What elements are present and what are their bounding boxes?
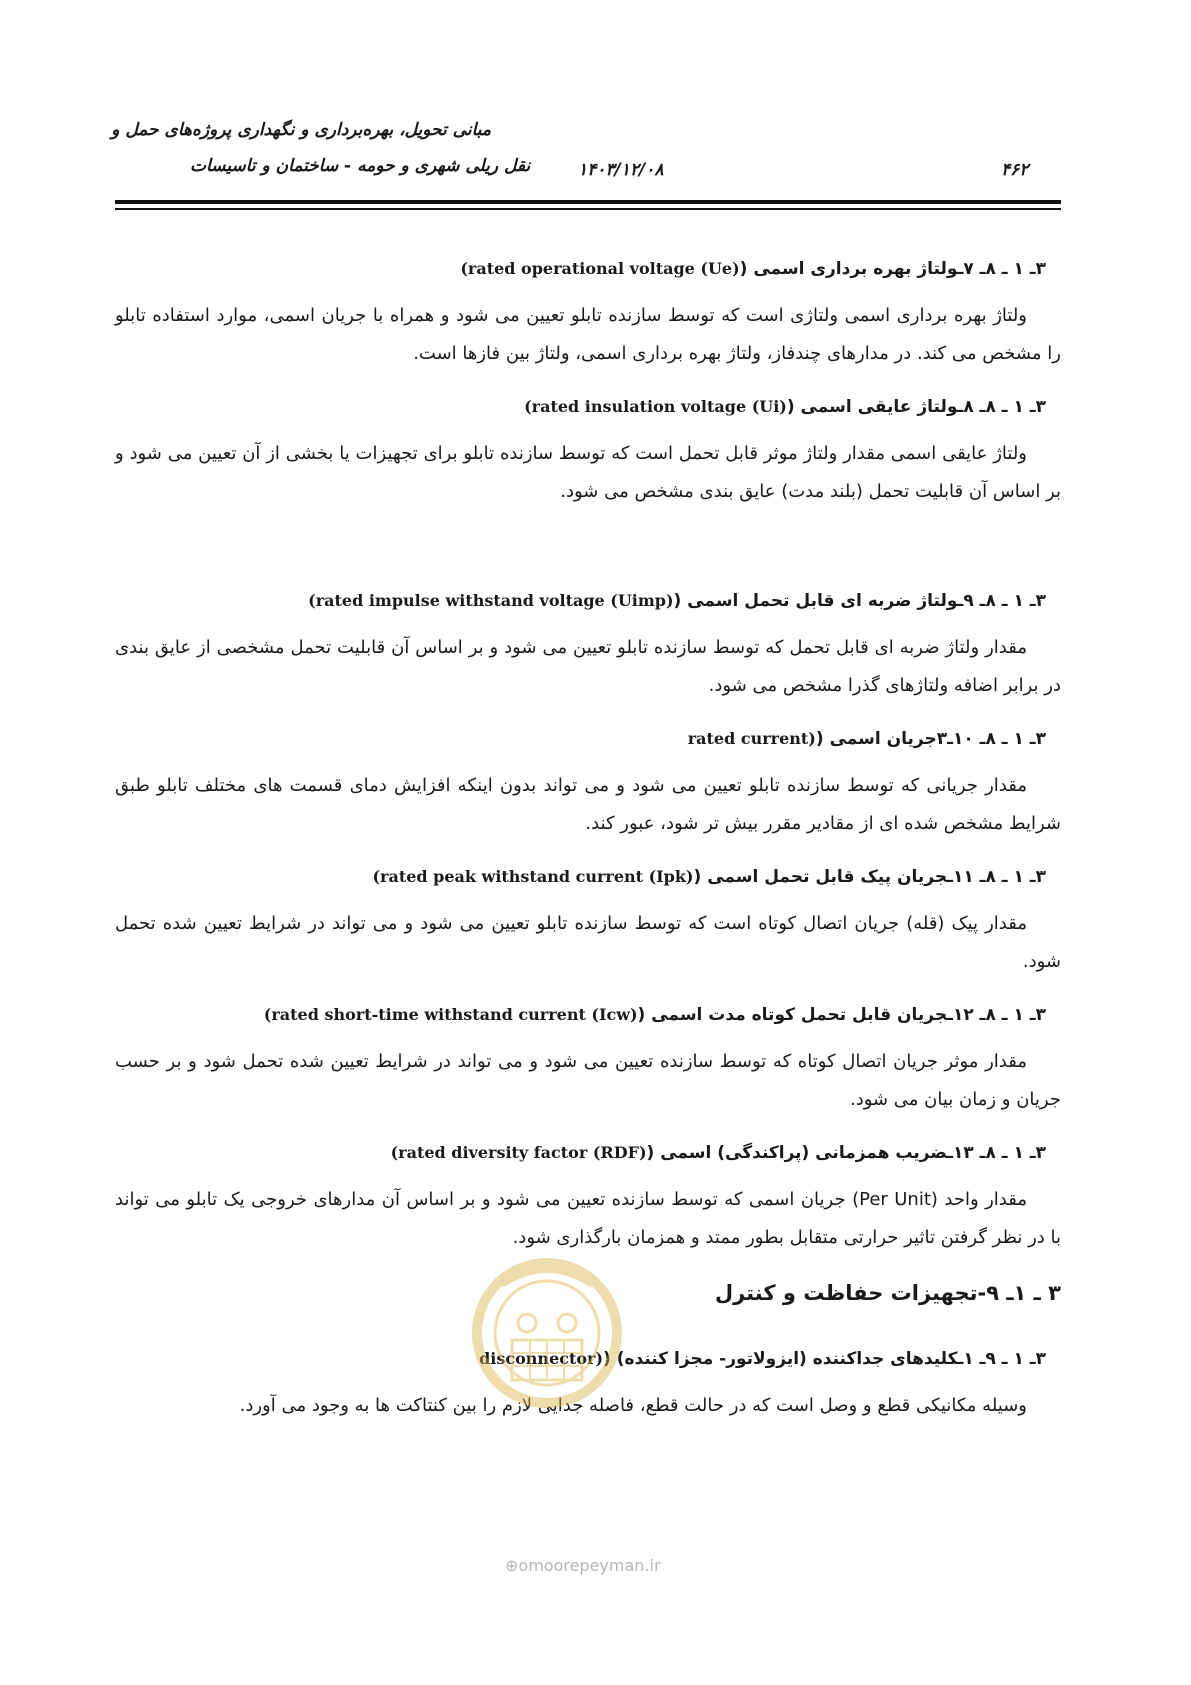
section-heading-en: disconnector) [479,1349,604,1368]
watermark-url: ⊕omoorepeyman.ir [505,1556,661,1575]
section-disconnector [115,1345,1061,1425]
section-body: مقدار ولتاژ ضربه ای قابل تحمل که توسط سازنده تابلو تعیین می شود و بر اساس آن قابلیت تحمل مشخصی از عایق بندی در برابر اضافه ولتاژهای گذرا مشخص می شود. [115,637,1061,696]
section-heading [115,393,1061,421]
section-rated-short-time-withstand-current [115,1001,1061,1119]
section-heading-fa: ۳ـ ۱ ـ ۸ـ ۱۰ـ۳جریان اسمی ( [815,729,1046,749]
section-rated-insulation-voltage [115,393,1061,511]
header-rule-thick [115,200,1061,204]
major-section-heading: ۳ ـ ۱ـ ۹-تجهیزات حفاظت و کنترل [714,1281,1061,1305]
section-heading-en: rated current) [687,729,816,748]
section-heading [115,1001,1061,1029]
section-rated-peak-withstand-current [115,863,1061,981]
section-heading-fa: ۳ـ ۱ ـ ۸ـ ۱۲ـجریان قابل تحمل کوتاه مدت اسمی ( [637,1005,1046,1025]
section-rated-current [115,725,1061,843]
section-body: مقدار موثر جریان اتصال کوتاه که توسط سازنده تعیین می شود و می تواند در شرایط تعیین شده تحمل شود و بر حسب جریان و زمان بیان می شود. [115,1051,1061,1110]
section-heading-en: (rated insulation voltage (Ui) [524,397,787,416]
section-heading-en: (rated short-time withstand current (Icw) [263,1005,638,1024]
section-heading [115,587,1061,615]
section-heading-en: (rated peak withstand current (Ipk) [372,867,694,886]
section-rated-operational-voltage [115,255,1061,373]
section-body: ولتاژ عایقی اسمی مقدار ولتاژ موثر قابل تحمل است که توسط سازنده تابلو برای تجهیزات یا بخشی از آن تعیین می شود و بر اساس آن قابلیت تحمل (بلند مدت) عایق بندی مشخص می شود. [115,443,1061,502]
header-page-number: ۴۶۲ [1001,160,1029,180]
section-heading-fa: ۳ـ ۱ ـ ۸ـ ۱۳ـضریب همزمانی (پراکندگی) اسمی ( [646,1143,1046,1163]
section-heading-fa: ۳ـ ۱ ـ ۸ـ ۸ـولتاژ عایقی اسمی ( [786,397,1046,417]
section-heading-fa: ۳ـ ۱ ـ ۸ـ ۱۱ـجریان پیک قابل تحمل اسمی ( [693,867,1046,887]
watermark-globe-icon: ⊕ [505,1556,519,1575]
section-heading-fa: ۳ـ ۱ ـ ۸ـ ۹ـولتاژ ضربه ای قابل تحمل اسمی ( [673,591,1046,611]
section-body: ولتاژ بهره برداری اسمی ولتاژی است که توسط سازنده تابلو تعیین می شود و همراه با جریان اسمی، موارد استفاده تابلو را مشخص می کند. در مدارهای چندفاز، ولتاژ بهره برداری اسمی، ولتاژ بین فازها است. [115,305,1061,364]
section-body: مقدار جریانی که توسط سازنده تابلو تعیین می شود و می تواند بدون اینکه افزایش دمای قسمت های مختلف تابلو طبق شرایط مشخص شده ای از مقادیر مقرر بیش تر شود، عبور کند. [115,775,1061,834]
header-title-line2: نقل ریلی شهری و حومه - ساختمان و تاسیسات [190,156,531,176]
section-heading [115,1345,1061,1373]
section-heading [115,863,1061,891]
section-rated-impulse-withstand-voltage [115,587,1061,705]
section-heading-fa: ۳ـ ۱ ـ ۸ـ ۷ـولتاژ بهره برداری اسمی ( [739,259,1046,279]
section-heading [115,725,1061,753]
section-heading-fa: ۳ـ ۱ ـ ۹ـ ۱ـکلیدهای جداکننده (ایزولاتور- مجزا کننده) ( [603,1349,1046,1369]
page-header [0,0,1191,220]
header-title-line1: مبانی تحویل، بهره‌برداری و نگهداری پروژه‌های حمل و [111,120,491,140]
major-section-protection-and-control [115,1277,1061,1309]
section-heading [115,1139,1061,1167]
section-body: مقدار پیک (قله) جریان اتصال کوتاه است که توسط سازنده تابلو تعیین می شود و می تواند در شرایط تعیین شده تحمل شود. [115,913,1061,972]
section-body: مقدار واحد (Per Unit) جریان اسمی که توسط سازنده تعیین می شود و بر اساس آن مدارهای خروجی یک تابلو می تواند با در نظر گرفتن تاثیر حرارتی متقابل بطور ممتد و همزمان بارگذاری شود. [115,1189,1061,1248]
header-date: ۱۴۰۳/۱۲/۰۸ [578,160,664,180]
section-heading-en: (rated diversity factor (RDF) [390,1143,647,1162]
document-body [115,255,1061,1425]
section-heading [115,255,1061,283]
section-heading-en: (rated impulse withstand voltage (Uimp) [308,591,674,610]
section-body: وسیله مکانیکی قطع و وصل است که در حالت قطع، فاصله جدایی لازم را بین کنتاکت ها به وجود می آورد. [239,1395,1027,1416]
section-rated-diversity-factor [115,1139,1061,1257]
section-heading-en: (rated operational voltage (Ue) [460,259,740,278]
header-rule-thin [115,208,1061,210]
